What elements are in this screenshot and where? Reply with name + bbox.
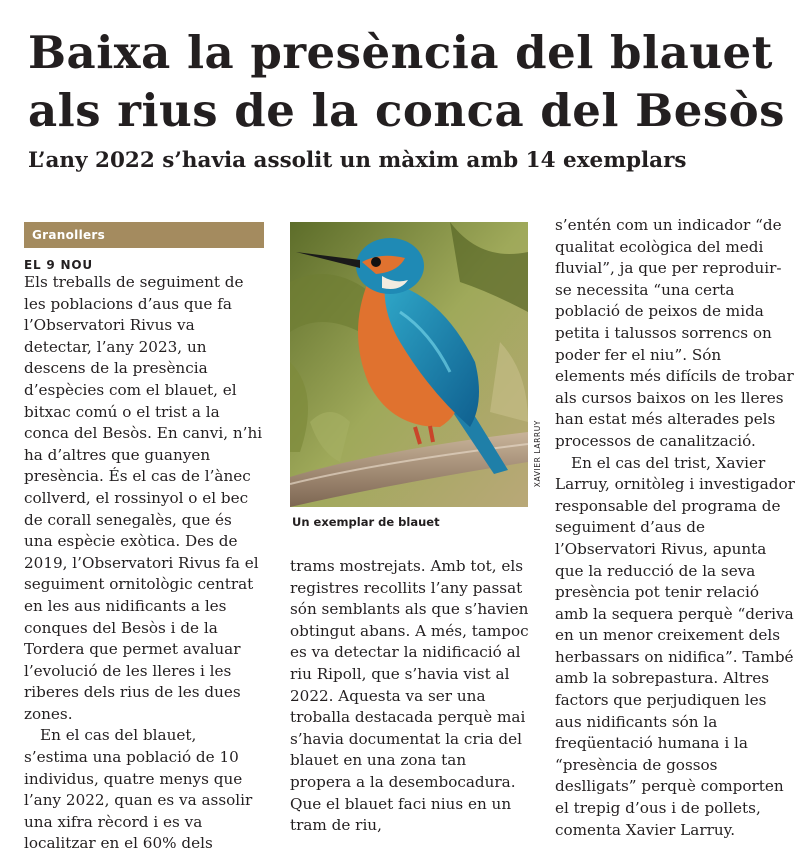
col3-paragraph-2: En el cas del trist, Xavier Larruy, ornitòleg i investigador responsable del programa de seguiment d’aus de l’Observatori Rivus, apunta que la reducció de la seva presència pot tenir relació amb la sequera perquè “deriva en un menor creixement dels herbassars on nidifica”. També amb la sobrepastura. Altres factors que perjudiquen les aus nidificants són la freqüentació humana i la “presència de gossos deslligats” perquè comporten el trepig d’ous i de pollets, comenta Xavier Larruy. xyxy=(555,453,795,839)
kingfisher-illustration xyxy=(290,222,528,507)
kingfisher-photo xyxy=(290,222,528,507)
photo-caption: Un exemplar de blauet xyxy=(292,515,440,529)
column-1 xyxy=(24,214,264,855)
subheadline: L’any 2022 s’havia assolit un màxim amb 14 exemplars xyxy=(28,148,687,173)
photo-credit: XAVIER LARRUY xyxy=(533,420,542,488)
column-2 xyxy=(290,556,530,837)
column-3 xyxy=(555,215,795,841)
col1-paragraph-1: Els treballs de seguiment de les poblacions d’aus que fa l’Observatori Rivus va detectar, l’any 2023, un descens de la presència d’espècies com el blauet, el bitxac comú o el trist a la conca del Besòs. En canvi, n’hi ha d’altres que guanyen presència. És el cas de l’ànec collverd, el rossinyol o el bec de corall senegalès, que és una espècie exòtica. Des de 2019, l’Observatori Rivus fa el seguiment ornitològic centrat en les aus nidificants a les conques del Besòs i de la Tordera que permet avaluar l’evolució de les lleres i les riberes dels rius de les dues zones. xyxy=(24,273,263,723)
col3-paragraph-1: s’entén com un indicador “de qualitat ecològica del medi fluvial”, ja que per reproduir-se necessita “una certa població de peixos de mida petita i talussos sorrencs on poder fer el niu”. Són elements més difícils de trobar als cursos baixos on les lleres han estat més alterades pels processos de canalització. xyxy=(555,216,794,450)
section-tag: Granollers xyxy=(24,222,264,248)
dateline: EL 9 NOU xyxy=(24,258,93,272)
headline-line-1: Baixa la presència del blauet xyxy=(28,26,773,79)
headline xyxy=(28,24,798,140)
col2-paragraph-1: trams mostrejats. Amb tot, els registres recollits l’any passat són semblants als que s’havien obtingut abans. A més, tampoc es va detectar la nidificació al riu Ripoll, que s’havia vist al 2022. Aquesta va ser una troballa destacada perquè mai s’havia documentat la cria del blauet en una zona tan propera a la desembocadura. Que el blauet faci nius en un tram de riu, xyxy=(290,557,529,835)
col1-paragraph-2: En el cas del blauet, s’estima una població de 10 individus, quatre menys que l’any 2022, quan es va assolir una xifra rècord i es va localitzar en el 60% dels xyxy=(24,726,253,853)
headline-line-2: als rius de la conca del Besòs xyxy=(28,84,786,137)
